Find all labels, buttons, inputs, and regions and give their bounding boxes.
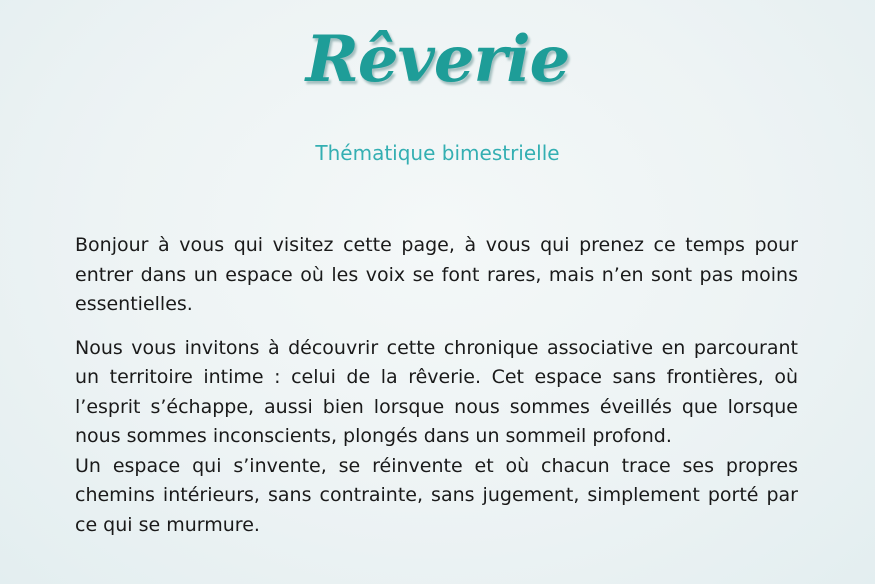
body-paragraph-continued: Un espace qui s’invente, se réinvente et où chacun trace ses propres chemins intérieurs, sans contrainte, sans jugement, simplement porté par ce qui se murmure. bbox=[75, 454, 798, 536]
body-paragraph: Nous vous invitons à découvrir cette chronique associative en parcourant un territoire intime : celui de la rêverie. Cet espace sans frontières, où l’esprit s’échappe, aussi bien lorsque nous sommes éveillés que lorsque nous sommes inconscients, plongés dans un sommeil profond. bbox=[75, 336, 798, 447]
site-logo: Rêverie bbox=[305, 22, 570, 97]
article-body bbox=[75, 231, 798, 540]
intro-paragraph: Bonjour à vous qui visitez cette page, à vous qui prenez ce temps pour entrer dans un espace où les voix se font rares, mais n’en sont pas moins essentielles. bbox=[75, 234, 798, 315]
page-subtitle: Thématique bimestrielle bbox=[315, 141, 560, 165]
